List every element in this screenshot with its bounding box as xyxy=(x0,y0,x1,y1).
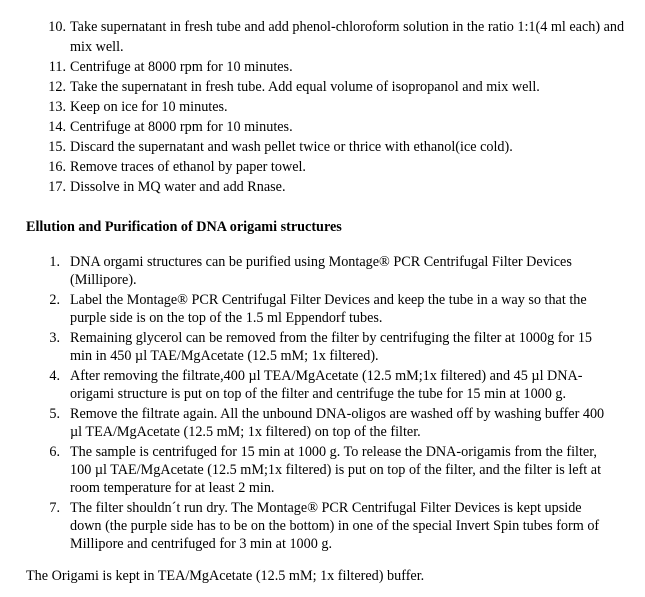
step-text: Centrifuge at 8000 rpm for 10 minutes. xyxy=(70,59,293,75)
step-number: 10. xyxy=(48,19,66,35)
list-item xyxy=(0,17,645,57)
step-text: The sample is centrifuged for 15 min at 1000 g. To release the DNA-origamis from the filter, 100 µl TAE/MgAcetate (12.5 mM;1x filtered) is put on top of the filter, and the filter is left at room temperature for at least 2 min. xyxy=(70,444,602,496)
step-text: Dissolve in MQ water and add Rnase. xyxy=(70,179,286,195)
step-number: 5. xyxy=(49,406,60,422)
step-number: 13. xyxy=(48,99,66,115)
closing-note: The Origami is kept in TEA/MgAcetate (12.5 mM; 1x filtered) buffer. xyxy=(26,568,425,584)
step-number: 7. xyxy=(49,500,60,516)
step-text: DNA orgami structures can be purified using Montage® PCR Centrifugal Filter Devices (Millipore). xyxy=(70,254,572,288)
list-item xyxy=(0,291,645,327)
step-text: Discard the supernatant and wash pellet twice or thrice with ethanol(ice cold). xyxy=(70,139,513,155)
step-number: 6. xyxy=(49,444,60,460)
step-number: 3. xyxy=(49,330,60,346)
step-number: 15. xyxy=(48,139,66,155)
step-text: Remove the filtrate again. All the unbound DNA-oligos are washed off by washing buffer 400 µl TEA/MgAcetate (12.5 mM; 1x filtered) on top of the filter. xyxy=(70,406,605,440)
list-item xyxy=(0,177,645,197)
purification-steps xyxy=(0,253,645,555)
step-number: 1. xyxy=(49,254,60,270)
step-number: 2. xyxy=(49,292,60,308)
step-text: Label the Montage® PCR Centrifugal Filter Devices and keep the tube in a way so that the purple side is on the top of the 1.5 ml Eppendorf tubes. xyxy=(70,292,587,326)
step-text: Remove traces of ethanol by paper towel. xyxy=(70,159,306,175)
step-text: Remaining glycerol can be removed from the filter by centrifuging the filter at 1000g for 15 min in 450 µl TAE/MgAcetate (12.5 mM; 1x filtered). xyxy=(70,330,593,364)
step-text: Keep on ice for 10 minutes. xyxy=(70,99,228,115)
list-item xyxy=(0,57,645,77)
list-item xyxy=(0,157,645,177)
step-text: Take supernatant in fresh tube and add phenol-chloroform solution in the ratio 1:1(4 ml each) and mix well. xyxy=(70,19,625,55)
section-heading: Ellution and Purification of DNA origami structures xyxy=(26,219,342,235)
step-number: 16. xyxy=(48,159,66,175)
protocol-steps-top xyxy=(0,17,645,197)
list-item xyxy=(0,77,645,97)
step-number: 11. xyxy=(48,59,66,75)
list-item xyxy=(0,443,645,497)
list-item xyxy=(0,499,645,553)
step-text: Centrifuge at 8000 rpm for 10 minutes. xyxy=(70,119,293,135)
list-item xyxy=(0,137,645,157)
list-item xyxy=(0,97,645,117)
step-number: 14. xyxy=(48,119,66,135)
step-number: 12. xyxy=(48,79,66,95)
list-item xyxy=(0,367,645,403)
list-item xyxy=(0,253,645,289)
step-text: The filter shouldn´t run dry. The Montage® PCR Centrifugal Filter Devices is kept upside down (the purple side has to be on the bottom) in one of the special Invert Spin tubes form of Millipore and centrifuged for 3 min at 1000 g. xyxy=(70,500,600,552)
list-item xyxy=(0,329,645,365)
list-item xyxy=(0,117,645,137)
step-text: Take the supernatant in fresh tube. Add equal volume of isopropanol and mix well. xyxy=(70,79,540,95)
step-number: 17. xyxy=(48,179,66,195)
list-item xyxy=(0,405,645,441)
step-text: After removing the filtrate,400 µl TEA/MgAcetate (12.5 mM;1x filtered) and 45 µl DNA-origami structure is put on top of the filter and centrifuge the tube for 15 min at 1000 g. xyxy=(70,368,583,402)
step-number: 4. xyxy=(49,368,60,384)
